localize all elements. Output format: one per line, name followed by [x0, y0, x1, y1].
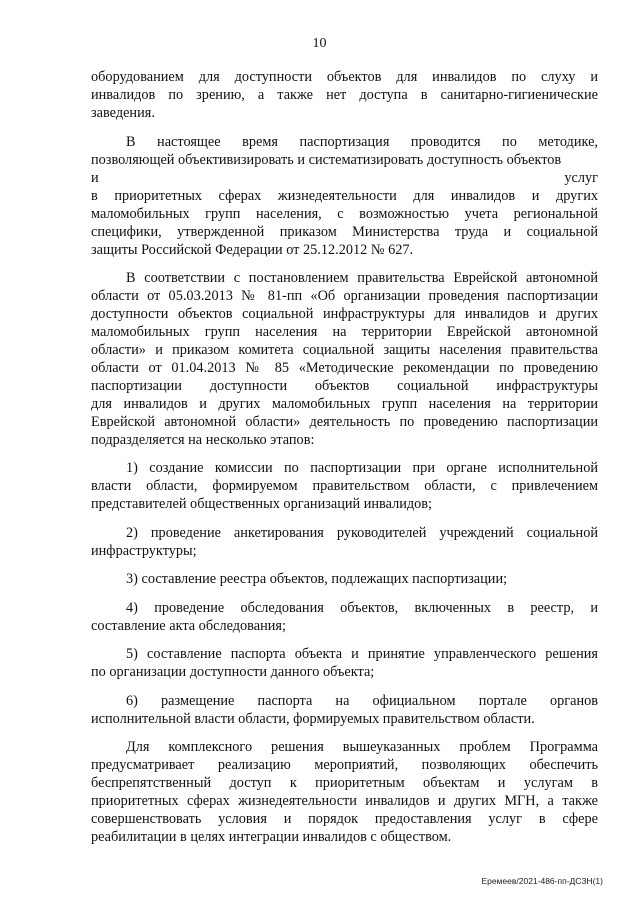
text-line: представителей общественных организаций инвалидов; — [91, 496, 433, 512]
text-line: паспортизации доступности объектов социальной инфраструктуры — [91, 378, 598, 394]
text-line: В настоящее время паспортизация проводится по методике, — [126, 134, 598, 150]
text-line: и услуг — [91, 170, 598, 186]
text-line: 3) составление реестра объектов, подлежащих паспортизации; — [126, 571, 508, 587]
text-line: В соответствии с постановлением правительства Еврейской автономной — [126, 270, 598, 286]
text-line: области» и приказом комитета социальной защиты населения правительства — [91, 342, 598, 358]
text-line: исполнительной власти области, формируемых правительством области. — [91, 711, 535, 727]
text-line: специфики, утвержденной приказом Министерства труда и социальной — [91, 224, 598, 240]
page-number: 10 — [312, 36, 327, 51]
text-line: маломобильных групп населения, с возможностью учета региональной — [91, 206, 598, 222]
text-line: для инвалидов и других маломобильных групп населения на территории — [91, 396, 598, 412]
text-line: защиты Российской Федерации от 25.12.2012 № 627. — [91, 242, 414, 258]
text-line: оборудованием для доступности объектов для инвалидов по слуху и — [91, 69, 598, 85]
text-line: маломобильных групп населения на территории Еврейской автономной — [91, 324, 598, 340]
text-line: области от 01.04.2013 № 85 «Методические рекомендации по проведению — [91, 360, 598, 376]
text-line: подразделяется на несколько этапов: — [91, 432, 315, 448]
text-line: совершенствовать условия и порядок предоставления услуг в сфере — [91, 811, 598, 827]
text-line: 6) размещение паспорта на официальном портале органов — [126, 693, 598, 709]
text-line: 4) проведение обследования объектов, включенных в реестр, и — [126, 600, 598, 616]
text-line: заведения. — [91, 105, 155, 121]
text-line: 1) создание комиссии по паспортизации при органе исполнительной — [126, 460, 598, 476]
text-line: приоритетных сферах жизнедеятельности инвалидов и других МГН, а также — [91, 793, 598, 809]
text-line: реабилитации в целях интеграции инвалидов с обществом. — [91, 829, 452, 845]
text-line: позволяющей объективизировать и систематизировать доступность объектов — [91, 152, 562, 168]
text-line: в приоритетных сферах жизнедеятельности для инвалидов и других — [91, 188, 598, 204]
text-line: власти области, формируемом правительством области, с привлечением — [91, 478, 598, 494]
text-line: инфраструктуры; — [91, 543, 197, 559]
text-line: области от 05.03.2013 № 81-пп «Об организации проведения паспортизации — [91, 288, 598, 304]
text-line: предусматривает реализацию мероприятий, позволяющих обеспечить — [91, 757, 598, 773]
text-line: составление акта обследования; — [91, 618, 286, 634]
text-line: 5) составление паспорта объекта и принятие управленческого решения — [126, 646, 598, 662]
text-line: беспрепятственный доступ к приоритетным объектам и услугам в — [91, 775, 598, 791]
text-line: Для комплексного решения вышеуказанных проблем Программа — [126, 739, 598, 755]
text-line: по организации доступности данного объекта; — [91, 664, 375, 680]
text-line: доступности объектов социальной инфраструктуры для инвалидов и других — [91, 306, 598, 322]
text-line: инвалидов по зрению, а также нет доступа в санитарно-гигиенические — [91, 87, 598, 103]
text-line: Еврейской автономной области» деятельность по проведению паспортизации — [91, 414, 598, 430]
document-code: Еремеев/2021-486-пп-ДСЗН(1) — [481, 876, 603, 886]
text-line: 2) проведение анкетирования руководителей учреждений социальной — [126, 525, 598, 541]
